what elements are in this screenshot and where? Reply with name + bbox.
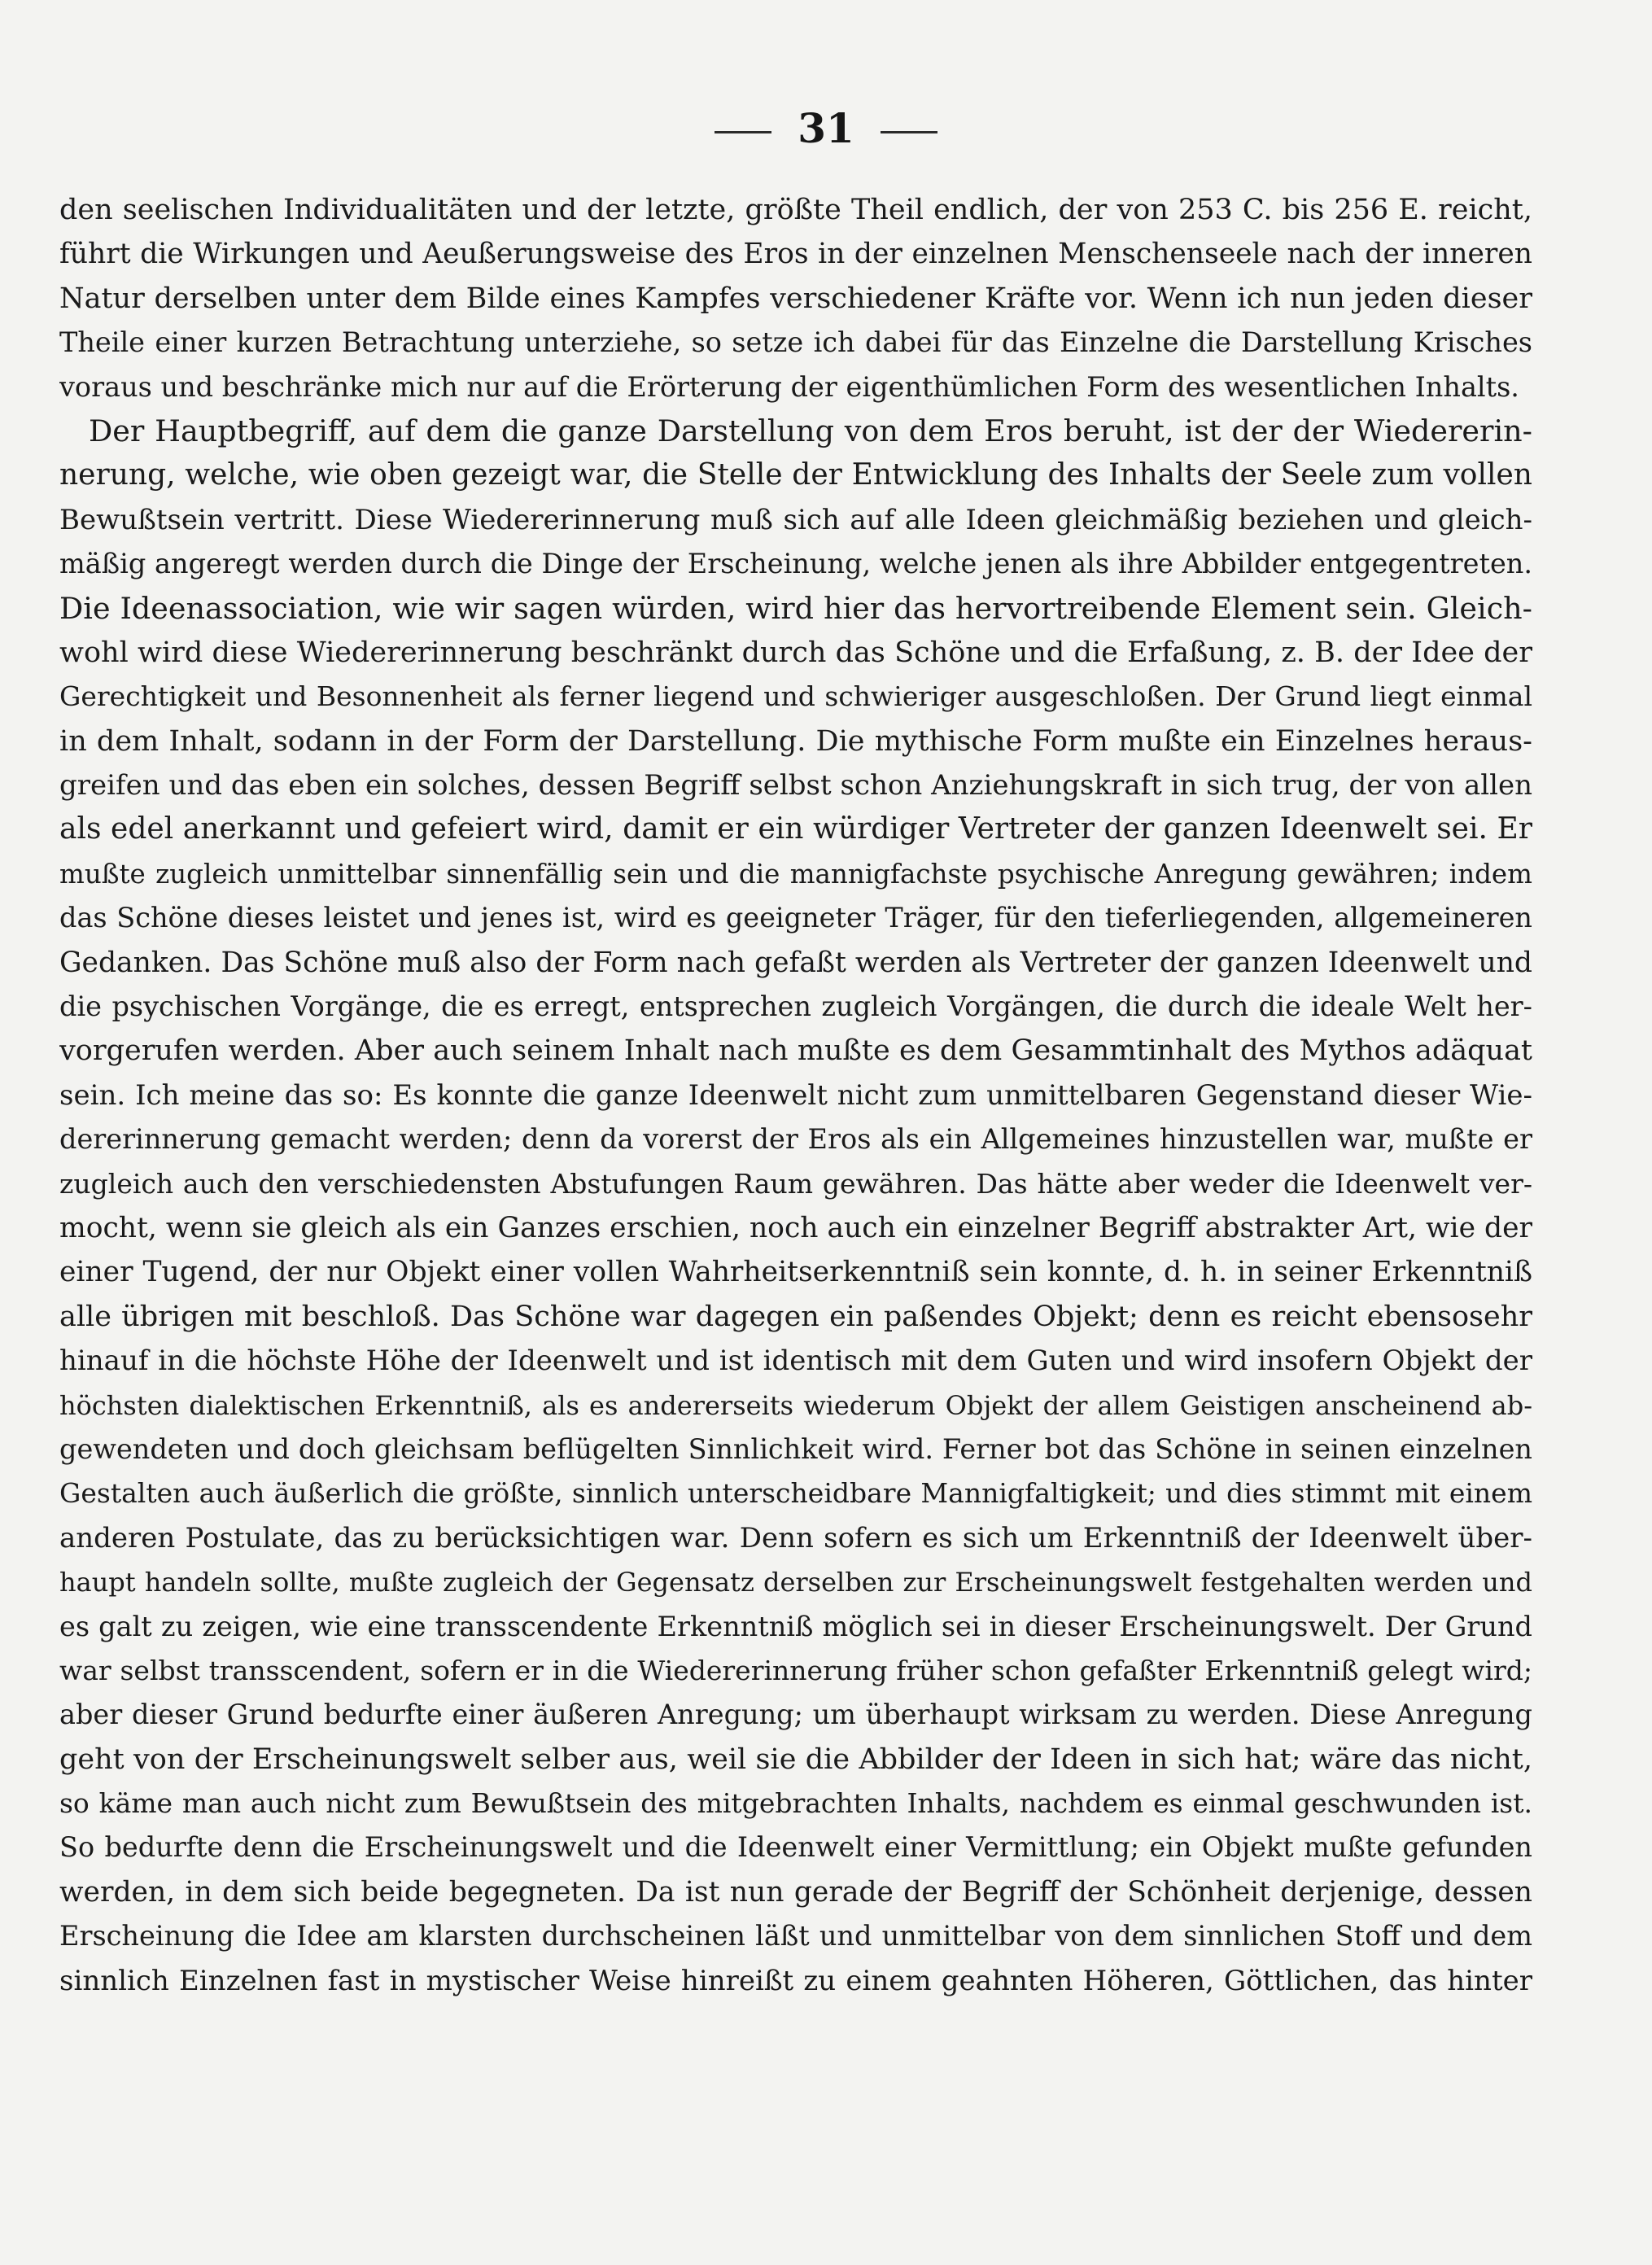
text-line: greifen und das eben ein solches, dessen Begriff selbst schon Anziehungskraft in sich trug, der von allen — [59, 769, 1532, 802]
text-line: Gestalten auch äußerlich die größte, sinnlich unterscheidbare Mannigfaltigkeit; und dies stimmt mit einem — [59, 1477, 1532, 1510]
text-line: war selbst transscendent, sofern er in die Wiedererinnerung früher schon gefaßter Erkenntniß gelegt wird; — [59, 1654, 1532, 1686]
text-line: Erscheinung die Idee am klarsten durchscheinen läßt und unmittelbar von dem sinnlichen Stoff und dem — [59, 1920, 1532, 1952]
text-line: mocht, wenn sie gleich als ein Ganzes erschien, noch auch ein einzelner Begriff abstrakter Art, wie der — [59, 1211, 1532, 1244]
text-line: geht von der Erscheinungswelt selber aus, weil sie die Abbilder der Ideen in sich hat; wäre das nicht, — [59, 1742, 1532, 1776]
text-line: voraus und beschränke mich nur auf die Erörterung der eigenthümlichen Form des wesentlichen Inhalts. — [59, 370, 1519, 403]
text-line: Der Hauptbegriff, auf dem die ganze Darstellung von dem Eros beruht, ist der der Wiedererin- — [89, 413, 1532, 448]
header-dash-left — [715, 131, 771, 133]
text-line: das Schöne dieses leistet und jenes ist, wird es geeigneter Träger, für den tieferliegenden, allgemeineren — [59, 902, 1532, 934]
text-line: höchsten dialektischen Erkenntniß, als es andererseits wiederum Objekt der allem Geistigen anscheinend ab- — [59, 1389, 1532, 1421]
header-dash-right — [881, 131, 937, 133]
text-line: führt die Wirkungen und Aeußerungsweise des Eros in der einzelnen Menschenseele nach der inneren — [59, 238, 1532, 271]
text-line: die psychischen Vorgänge, die es erregt, entsprechen zugleich Vorgängen, die durch die ideale Welt her- — [59, 990, 1532, 1023]
text-line: es galt zu zeigen, wie eine transscendente Erkenntniß möglich sei in dieser Erscheinungswelt. Der Grund — [59, 1610, 1532, 1642]
text-line: als edel anerkannt und gefeiert wird, damit er ein würdiger Vertreter der ganzen Ideenwelt sei. Er — [59, 812, 1532, 846]
text-line: So bedurfte denn die Erscheinungswelt und die Ideenwelt einer Vermittlung; ein Objekt mußte gefunden — [59, 1831, 1532, 1864]
text-line: Bewußtsein vertritt. Diese Wiedererinnerung muß sich auf alle Ideen gleichmäßig beziehen und gleich- — [59, 503, 1532, 536]
text-line: Gerechtigkeit und Besonnenheit als ferner liegend und schwieriger ausgeschloßen. Der Grund liegt einmal — [59, 680, 1532, 713]
text-line: nerung, welche, wie oben gezeigt war, die Stelle der Entwicklung des Inhalts der Seele zum vollen — [59, 458, 1532, 492]
text-line: einer Tugend, der nur Objekt einer vollen Wahrheitserkenntniß sein konnte, d. h. in seiner Erkenntniß — [59, 1256, 1532, 1289]
text-line: sein. Ich meine das so: Es konnte die ganze Ideenwelt nicht zum unmittelbaren Gegenstand dieser Wie- — [59, 1078, 1532, 1112]
text-line: dererinnerung gemacht werden; denn da vorerst der Eros als ein Allgemeines hinzustellen war, mußte er — [59, 1123, 1532, 1156]
text-line: gewendeten und doch gleichsam beflügelten Sinnlichkeit wird. Ferner bot das Schöne in seinen einzelnen — [59, 1432, 1532, 1465]
text-line: Theile einer kurzen Betrachtung unterziehe, so setze ich dabei für das Einzelne die Darstellung Krisches — [59, 326, 1532, 359]
text-line: alle übrigen mit beschloß. Das Schöne war dagegen ein paßendes Objekt; denn es reicht ebensosehr — [59, 1300, 1532, 1333]
page-number: 31 — [798, 104, 854, 152]
text-line: aber dieser Grund bedurfte einer äußeren Anregung; um überhaupt wirksam zu werden. Diese Anregung — [59, 1699, 1532, 1731]
body-text — [59, 188, 1532, 2003]
text-line: Natur derselben unter dem Bilde eines Kampfes verschiedener Kräfte vor. Wenn ich nun jeden dieser — [59, 282, 1532, 315]
text-line: mußte zugleich unmittelbar sinnenfällig sein und die mannigfachste psychische Anregung gewähren; indem — [59, 858, 1532, 890]
text-line: den seelischen Individualitäten und der letzte, größte Theil endlich, der von 253 C. bis 256 E. reicht, — [59, 194, 1532, 226]
text-line: sinnlich Einzelnen fast in mystischer Weise hinreißt zu einem geahnten Höheren, Göttlichen, das hinter — [59, 1964, 1532, 1997]
text-line: zugleich auch den verschiedensten Abstufungen Raum gewähren. Das hätte aber weder die Ideenwelt ver- — [59, 1167, 1532, 1200]
text-line: hinauf in die höchste Höhe der Ideenwelt und ist identisch mit dem Guten und wird insofern Objekt der — [59, 1345, 1532, 1378]
text-line: werden, in dem sich beide begegneten. Da ist nun gerade der Begriff der Schönheit derjenige, dessen — [59, 1875, 1532, 1909]
text-line: Die Ideenassociation, wie wir sagen würden, wird hier das hervortreibende Element sein. Gleich- — [59, 590, 1532, 626]
text-line: vorgerufen werden. Aber auch seinem Inhalt nach mußte es dem Gesammtinhalt des Mythos adäquat — [59, 1034, 1532, 1068]
text-line: anderen Postulate, das zu berücksichtigen war. Denn sofern es sich um Erkenntniß der Ideenwelt über- — [59, 1521, 1532, 1554]
text-line: haupt handeln sollte, mußte zugleich der Gegensatz derselben zur Erscheinungswelt festgehalten werden und — [59, 1567, 1532, 1598]
text-line: in dem Inhalt, sodann in der Form der Darstellung. Die mythische Form mußte ein Einzelnes heraus- — [59, 724, 1532, 758]
text-line: Gedanken. Das Schöne muß also der Form nach gefaßt werden als Vertreter der ganzen Ideenwelt und — [59, 946, 1532, 979]
text-line: mäßig angeregt werden durch die Dinge der Erscheinung, welche jenen als ihre Abbilder entgegentreten. — [59, 548, 1532, 580]
text-line: wohl wird diese Wiedererinnerung beschränkt durch das Schöne und die Erfaßung, z. B. der Idee der — [59, 636, 1532, 669]
page-header — [0, 104, 1652, 153]
text-line: so käme man auch nicht zum Bewußtsein des mitgebrachten Inhalts, nachdem es einmal geschwunden ist. — [59, 1787, 1532, 1820]
